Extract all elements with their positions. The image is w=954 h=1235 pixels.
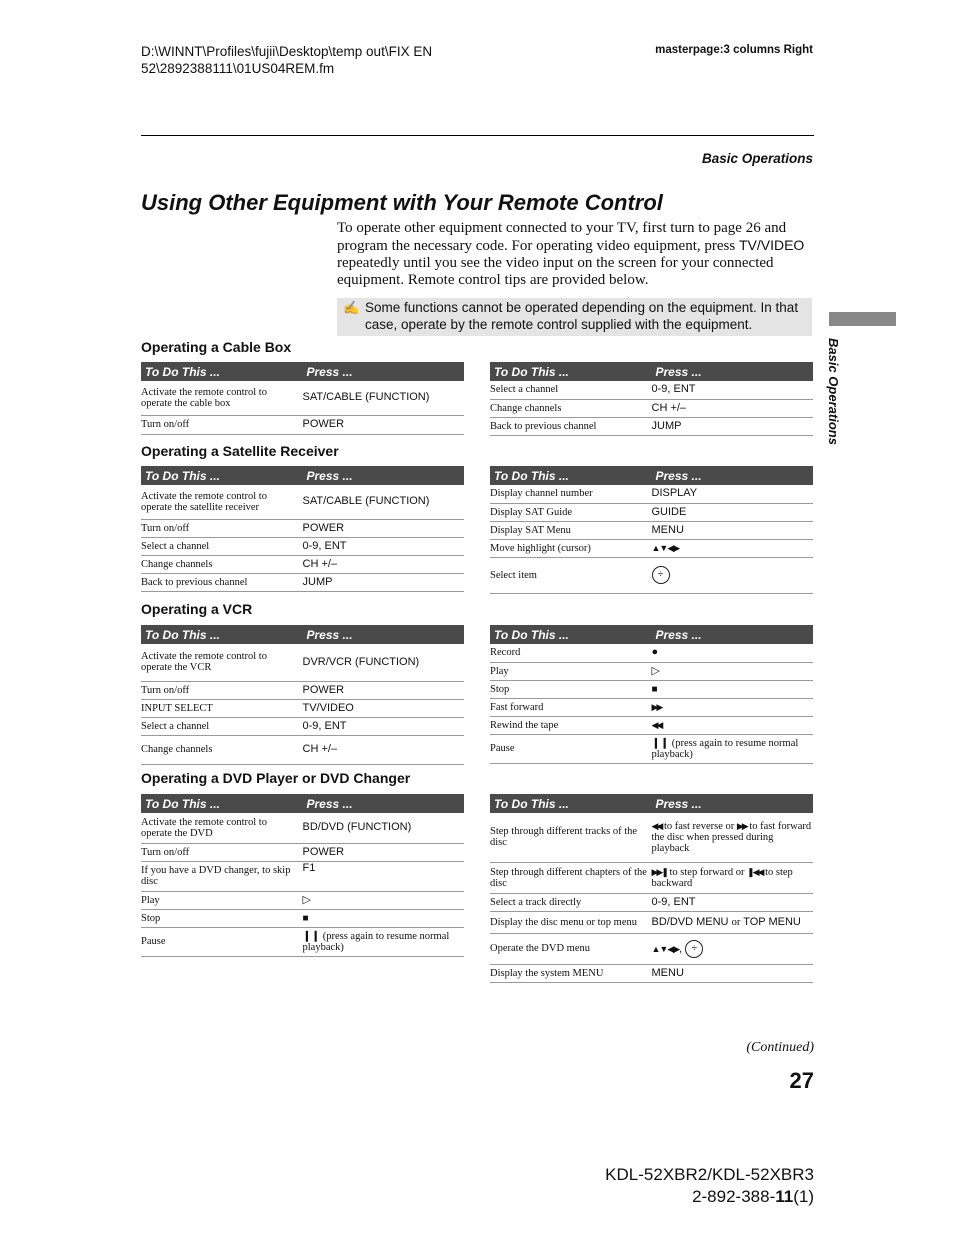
section-title: Basic Operations: [701, 151, 813, 166]
previous-chapter-icon: ❚◀◀: [747, 866, 763, 877]
table-row: Fast forward ▶▶: [490, 698, 813, 716]
table-row: Select a channel 0-9, ENT: [141, 717, 464, 735]
table-row: Play ▷: [141, 891, 464, 909]
table-row: Stop ■: [141, 909, 464, 927]
table-row: Turn on/off POWER: [141, 415, 464, 434]
table-row: INPUT SELECT TV/VIDEO: [141, 699, 464, 717]
col-todo: To Do This ...: [490, 362, 652, 381]
table-row: Display the disc menu or top menu BD/DVD MENU or TOP MENU: [490, 911, 813, 933]
table-cable-right: [490, 362, 813, 436]
table-row: Select item ÷: [490, 557, 813, 593]
continued-label: (Continued): [746, 1040, 814, 1055]
col-todo: To Do This ...: [141, 625, 303, 644]
table-cable-left: [141, 362, 464, 435]
table-row: Turn on/off POWER: [141, 843, 464, 861]
table-row: Record ●: [490, 644, 813, 662]
col-press: Press ...: [652, 625, 814, 644]
table-row: Step through different tracks of the disc ◀◀ to fast reverse or ▶▶ to fast forward the disc when pressed during playback: [490, 813, 813, 862]
table-row: Activate the remote control to operate the DVD BD/DVD (FUNCTION): [141, 813, 464, 843]
table-row: Back to previous channel JUMP: [141, 573, 464, 591]
table-row: Select a track directly 0-9, ENT: [490, 893, 813, 911]
table-row: Play ▷: [490, 662, 813, 680]
record-icon: ●: [651, 646, 659, 659]
table-row: Move highlight (cursor) ▲▼◀▶: [490, 539, 813, 557]
table-row: Change channels CH +/–: [141, 555, 464, 573]
table-row: Stop ■: [490, 680, 813, 698]
table-row: Turn on/off POWER: [141, 681, 464, 699]
col-press: Press ...: [303, 362, 465, 381]
table-row: Select a channel 0-9, ENT: [141, 537, 464, 555]
note-box: ✍ Some functions cannot be operated depending on the equipment. In that case, operate by the remote control supplied with the equipment.: [337, 298, 812, 336]
part-code: 2-892-388-11(1): [692, 1187, 814, 1206]
page-number: 27: [789, 1068, 814, 1093]
pencil-note-icon: ✍: [343, 300, 360, 315]
table-row: Activate the remote control to operate the VCR DVR/VCR (FUNCTION): [141, 644, 464, 681]
masterpage-label: masterpage:3 columns Right: [655, 44, 813, 56]
stop-icon: ■: [302, 912, 309, 924]
rewind-icon: ◀◀: [651, 719, 662, 730]
table-row: Display SAT Guide GUIDE: [490, 503, 813, 521]
intro-paragraph: To operate other equipment connected to your TV, first turn to page 26 and program the necessary code. For operating video equipment, press TV/VIDEO repeatedly until you see the video input on the screen for your connected equipment. Remote control tips are provided below.: [337, 220, 805, 288]
table-row: Operate the DVD menu ▲▼◀▶, ÷: [490, 933, 813, 964]
col-todo: To Do This ...: [141, 794, 303, 813]
table-row: Back to previous channel JUMP: [490, 417, 813, 435]
pause-icon: ❙❙: [302, 930, 321, 942]
table-row: If you have a DVD changer, to skip disc F1: [141, 861, 464, 891]
model-info: [500, 1164, 814, 1208]
heading-dvd: Operating a DVD Player or DVD Changer: [141, 770, 411, 786]
col-press: Press ...: [652, 362, 814, 381]
table-dvd-right: [490, 794, 813, 983]
arrows-icon: ▲▼◀▶: [651, 943, 680, 954]
rewind-icon: ◀◀: [651, 820, 662, 831]
table-satellite-left: [141, 466, 464, 592]
fast-forward-icon: ▶▶: [651, 701, 662, 712]
col-press: Press ...: [652, 794, 814, 813]
stop-icon: ■: [651, 683, 658, 695]
select-center-icon: ÷: [685, 940, 703, 958]
table-row: Change channels CH +/–: [141, 735, 464, 764]
side-tab-marker: [829, 312, 896, 326]
fast-forward-icon: ▶▶: [736, 820, 747, 831]
col-todo: To Do This ...: [490, 625, 652, 644]
table-vcr-right: [490, 625, 813, 764]
col-press: Press ...: [303, 625, 465, 644]
heading-satellite: Operating a Satellite Receiver: [141, 443, 339, 459]
table-dvd-left: [141, 794, 464, 957]
play-icon: ▷: [302, 893, 311, 906]
pause-icon: ❙❙: [651, 737, 670, 749]
table-row: Pause ❙❙ (press again to resume normal playback): [141, 927, 464, 956]
heading-cable-box: Operating a Cable Box: [141, 339, 292, 355]
col-press: Press ...: [303, 466, 465, 485]
model-number: KDL-52XBR2/KDL-52XBR3: [605, 1165, 814, 1184]
table-row: Select a channel 0-9, ENT: [490, 381, 813, 399]
table-row: Pause ❙❙ (press again to resume normal playback): [490, 734, 813, 763]
col-press: Press ...: [303, 794, 465, 813]
header-rule: [141, 135, 814, 136]
play-icon: ▷: [651, 664, 660, 677]
table-row: Change channels CH +/–: [490, 399, 813, 417]
table-vcr-left: [141, 625, 464, 765]
arrows-icon: ▲▼◀▶: [651, 542, 680, 553]
col-todo: To Do This ...: [490, 794, 652, 813]
col-todo: To Do This ...: [141, 362, 303, 381]
table-row: Display channel number DISPLAY: [490, 485, 813, 503]
side-tab-label: Basic Operations: [826, 338, 841, 445]
select-center-icon: ÷: [652, 566, 670, 584]
table-row: Step through different chapters of the disc ▶▶❚ to step forward or ❚◀◀ to step backward: [490, 862, 813, 893]
table-row: Display the system MENU MENU: [490, 964, 813, 982]
table-row: Rewind the tape ◀◀: [490, 716, 813, 734]
table-row: Display SAT Menu MENU: [490, 521, 813, 539]
col-todo: To Do This ...: [490, 466, 652, 485]
table-row: Activate the remote control to operate the cable box SAT/CABLE (FUNCTION): [141, 381, 464, 415]
next-chapter-icon: ▶▶❚: [651, 866, 667, 877]
page-title: Using Other Equipment with Your Remote Control: [141, 190, 663, 215]
col-todo: To Do This ...: [141, 466, 303, 485]
file-path: D:\WINNT\Profiles\fujii\Desktop\temp out\FIX EN 52\2892388111\01US04REM.fm: [141, 44, 433, 76]
table-row: Turn on/off POWER: [141, 519, 464, 537]
col-press: Press ...: [652, 466, 814, 485]
table-satellite-right: [490, 466, 813, 594]
table-row: Activate the remote control to operate the satellite receiver SAT/CABLE (FUNCTION): [141, 485, 464, 519]
heading-vcr: Operating a VCR: [141, 601, 253, 617]
